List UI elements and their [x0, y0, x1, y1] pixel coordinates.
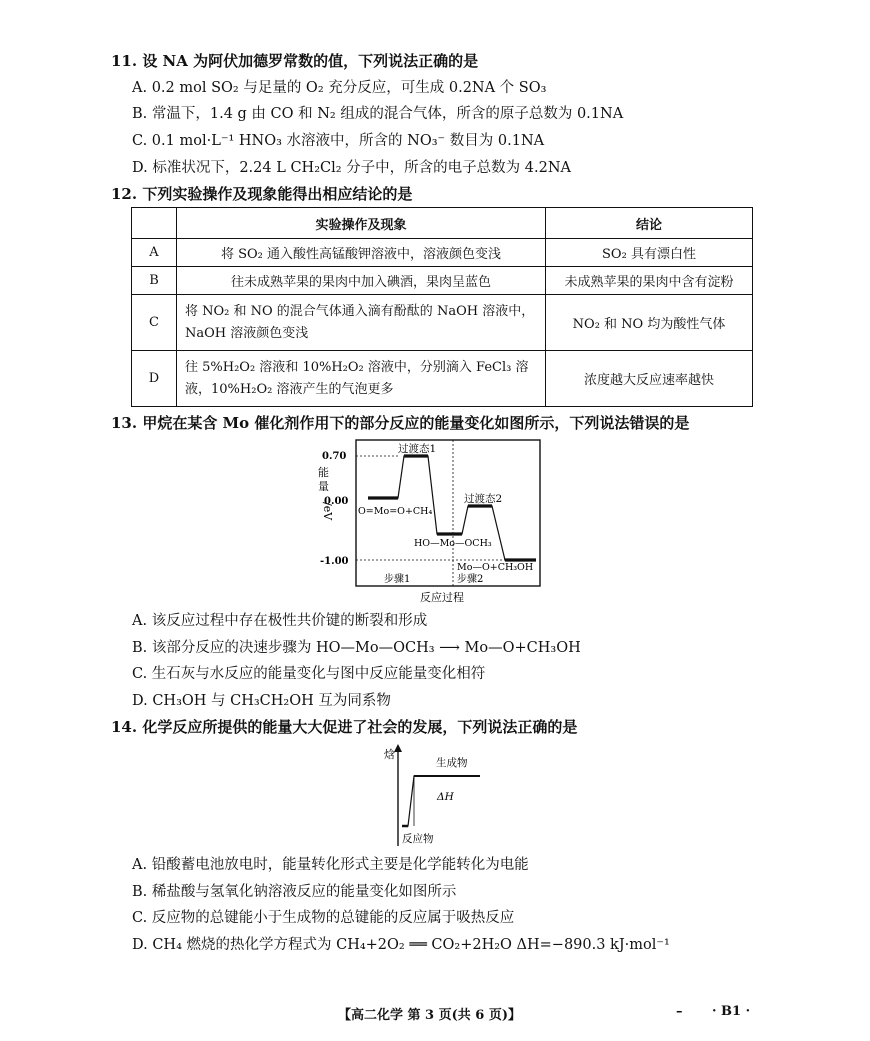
tick-minus-1-00: -1.00 — [320, 556, 349, 567]
table-header-blank — [132, 208, 177, 239]
mid-label: HO—Mo—OCH₃ — [414, 538, 492, 549]
q12-stem: 12. 下列实验操作及现象能得出相应结论的是 — [111, 185, 413, 203]
row-operation: 往 5%H₂O₂ 溶液和 10%H₂O₂ 溶液中，分别滴入 FeCl₃ 溶液，10%H₂O₂ 溶液产生的气泡更多 — [177, 351, 546, 407]
row-operation: 往未成熟苹果的果肉中加入碘酒，果肉呈蓝色 — [177, 267, 546, 295]
row-operation: 将 NO₂ 和 NO 的混合气体通入滴有酚酞的 NaOH 溶液中，NaOH 溶液颜色变浅 — [177, 295, 546, 351]
q13-option-c: C. 生石灰与水反应的能量变化与图中反应能量变化相符 — [132, 666, 486, 682]
step1-label: 步骤1 — [384, 574, 411, 585]
row-label: A — [132, 239, 177, 267]
table-header-conclusion: 结论 — [546, 208, 753, 239]
enthalpy-axis-label: 焓 — [384, 748, 395, 761]
row-label: D — [132, 351, 177, 407]
tick-0-00: 0.00 — [324, 496, 349, 507]
q11-option-d: D. 标准状况下，2.24 L CH₂Cl₂ 分子中，所含的电子总数为 4.2NA — [132, 160, 571, 176]
ts2-label: 过渡态2 — [464, 493, 503, 505]
q14-stem: 14. 化学反应所提供的能量大大促进了社会的发展，下列说法正确的是 — [111, 718, 578, 736]
end-label: Mo—O+CH₃OH — [457, 562, 534, 573]
row-conclusion: NO₂ 和 NO 均为酸性气体 — [546, 295, 753, 351]
reactant-label: 反应物 — [402, 833, 434, 845]
row-label: C — [132, 295, 177, 351]
q11-option-b: B. 常温下，1.4 g 由 CO 和 N₂ 组成的混合气体，所含的原子总数为 0.1NA — [132, 106, 624, 122]
enthalpy-diagram — [380, 742, 510, 850]
q13-stem: 13. 甲烷在某含 Mo 催化剂作用下的部分反应的能量变化如图所示，下列说法错误的是 — [111, 414, 690, 432]
q11-option-a: A. 0.2 mol SO₂ 与足量的 O₂ 充分反应，可生成 0.2NA 个 SO₃ — [132, 80, 547, 96]
start-label: O=Mo=O+CH₄ — [358, 506, 433, 517]
footer-page-info: 【高二化学 第 3 页(共 6 页)】 — [338, 1008, 522, 1023]
q14-option-b: B. 稀盐酸与氢氧化钠溶液反应的能量变化如图所示 — [132, 884, 457, 900]
product-label: 生成物 — [436, 757, 468, 769]
row-conclusion: 浓度越大反应速率越快 — [546, 351, 753, 407]
footer-code: · B1 · — [712, 1004, 751, 1019]
q13-option-d: D. CH₃OH 与 CH₃CH₂OH 互为同系物 — [132, 693, 391, 709]
q13-option-a: A. 该反应过程中存在极性共价键的断裂和形成 — [132, 613, 428, 629]
q13-option-b: B. 该部分反应的决速步骤为 HO—Mo—OCH₃ ⟶ Mo—O+CH₃OH — [132, 640, 581, 656]
q11-stem: 11. 设 NA 为阿伏加德罗常数的值，下列说法正确的是 — [111, 52, 479, 70]
row-conclusion: SO₂ 具有漂白性 — [546, 239, 753, 267]
row-label: B — [132, 267, 177, 295]
table-header-operation: 实验操作及现象 — [177, 208, 546, 239]
table-row — [132, 239, 753, 267]
tick-0-70: 0.70 — [322, 451, 347, 462]
y-axis-label-1: 能 — [318, 466, 329, 479]
x-axis-label: 反应过程 — [420, 591, 464, 604]
experiment-table — [131, 207, 753, 407]
footer-dash: – — [676, 1004, 683, 1019]
y-axis-label-unit: /eV — [321, 502, 334, 521]
q14-option-a: A. 铅酸蓄电池放电时，能量转化形式主要是化学能转化为电能 — [132, 857, 529, 873]
row-conclusion: 未成熟苹果的果肉中含有淀粉 — [546, 267, 753, 295]
step2-label: 步骤2 — [457, 574, 484, 585]
energy-diagram — [300, 436, 560, 606]
y-axis-label-2: 量 — [318, 480, 329, 493]
row-operation: 将 SO₂ 通入酸性高锰酸钾溶液中，溶液颜色变浅 — [177, 239, 546, 267]
enthalpy-path — [402, 776, 438, 826]
table-row — [132, 267, 753, 295]
table-row — [132, 295, 753, 351]
delta-h-label: ΔH — [437, 791, 454, 803]
table-header-row — [132, 208, 753, 239]
q14-option-d: D. CH₄ 燃烧的热化学方程式为 CH₄+2O₂ ══ CO₂+2H₂O ΔH=−890.3 kJ·mol⁻¹ — [132, 937, 670, 953]
axis-arrow — [394, 744, 402, 752]
q14-option-c: C. 反应物的总键能小于生成物的总键能的反应属于吸热反应 — [132, 910, 515, 926]
table-row — [132, 351, 753, 407]
ts1-label: 过渡态1 — [398, 443, 437, 455]
q11-option-c: C. 0.1 mol·L⁻¹ HNO₃ 水溶液中，所含的 NO₃⁻ 数目为 0.1NA — [132, 133, 545, 149]
